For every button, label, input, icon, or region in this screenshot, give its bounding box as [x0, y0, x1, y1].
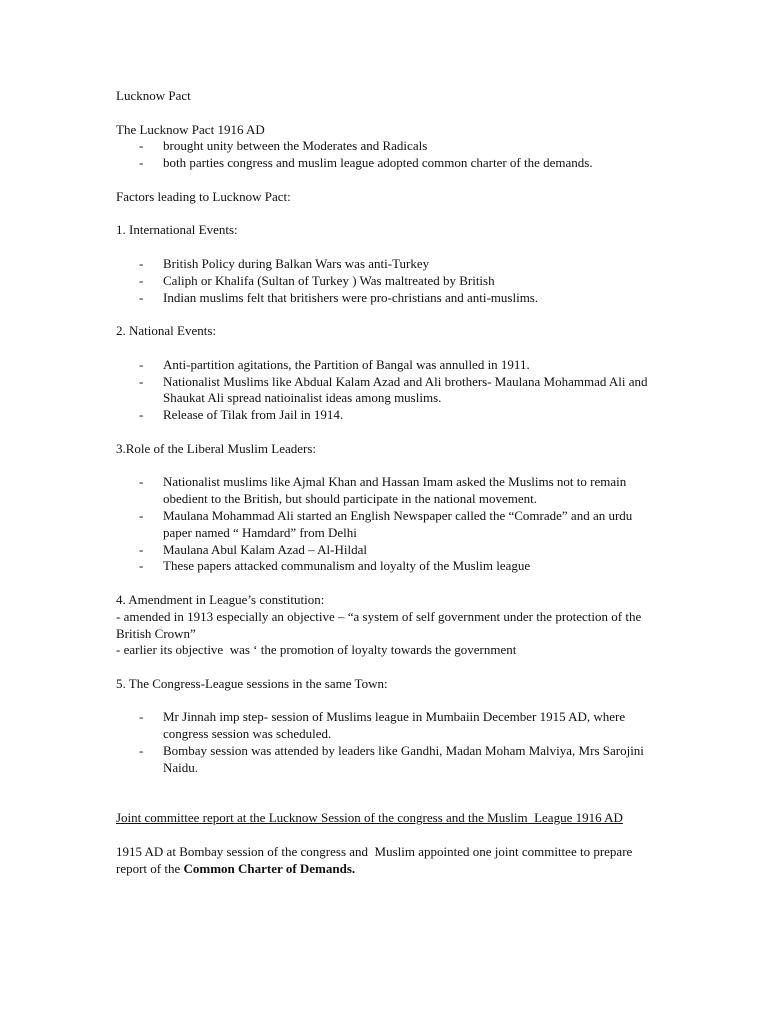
list-item	[116, 357, 658, 374]
sessions-bullet-list	[116, 709, 658, 776]
spacer	[116, 827, 658, 844]
spacer	[116, 424, 658, 441]
list-item	[116, 558, 658, 575]
dash-marker: -	[139, 558, 144, 574]
spacer	[116, 105, 658, 122]
spacer	[116, 206, 658, 223]
dash-marker: -	[139, 474, 144, 490]
list-item-text: Anti-partition agitations, the Partition of Bangal was annulled in 1911.	[163, 356, 530, 372]
list-item-text: both parties congress and muslim league adopted common charter of the demands.	[163, 155, 593, 171]
list-item-text: Maulana Mohammad Ali started an English Newspaper called the “Comrade” and an urdu paper named “ Hamdard” from Delhi	[163, 507, 633, 540]
liberal-heading: 3.Role of the Liberal Muslim Leaders:	[116, 440, 317, 456]
dash-marker: -	[139, 272, 144, 288]
spacer	[116, 659, 658, 676]
joint-committee-heading: Joint committee report at the Lucknow Session of the congress and the Muslim League 1916 AD	[116, 810, 623, 826]
list-item-text: brought unity between the Moderates and Radicals	[163, 138, 428, 154]
list-item-text: Bombay session was attended by leaders like Gandhi, Madan Moham Malviya, Mrs Sarojini Naidu.	[163, 743, 644, 775]
list-item-text: Release of Tilak from Jail in 1914.	[163, 407, 344, 423]
amendment-line: - earlier its objective was ‘ the promotion of loyalty towards the government	[116, 642, 517, 658]
liberal-bullet-list	[116, 474, 658, 575]
joint-committee-text-bold: Common Charter of Demands.	[183, 860, 356, 876]
national-heading: 2. National Events:	[116, 323, 217, 339]
list-item	[116, 709, 658, 743]
list-item	[116, 256, 658, 273]
amendment-heading: 4. Amendment in League’s constitution:	[116, 591, 325, 607]
sessions-heading: 5. The Congress-League sessions in the same Town:	[116, 675, 388, 691]
intro-bullet-list	[116, 138, 658, 172]
dash-marker: -	[139, 373, 144, 389]
amendment-line: - amended in 1913 especially an objective – “a system of self government under the protection of the British Crown”	[116, 608, 645, 641]
list-item	[116, 374, 658, 408]
list-item-text: Nationalist muslims like Ajmal Khan and Hassan Imam asked the Muslims not to remain obedient to the British, but should participate in the national movement.	[163, 474, 627, 507]
spacer	[116, 793, 658, 810]
list-item	[116, 474, 658, 508]
dash-marker: -	[139, 709, 144, 725]
spacer	[116, 458, 658, 475]
spacer	[116, 239, 658, 256]
spacer	[116, 693, 658, 710]
document-title: Lucknow Pact	[116, 88, 191, 103]
list-item	[116, 508, 658, 542]
dash-marker: -	[139, 155, 144, 171]
list-item-text: British Policy during Balkan Wars was anti-Turkey	[163, 255, 430, 271]
spacer	[116, 575, 658, 592]
list-item	[116, 290, 658, 307]
factors-heading: Factors leading to Lucknow Pact:	[116, 188, 291, 204]
list-item	[116, 155, 658, 172]
list-item-text: Indian muslims felt that britishers were pro-christians and anti-muslims.	[163, 289, 539, 305]
dash-marker: -	[139, 407, 144, 423]
international-bullet-list	[116, 256, 658, 306]
spacer	[116, 306, 658, 323]
spacer	[116, 777, 658, 794]
list-item	[116, 138, 658, 155]
list-item-text: Maulana Abul Kalam Azad – Al-Hildal	[163, 541, 367, 557]
dash-marker: -	[139, 356, 144, 372]
dash-marker: -	[139, 507, 144, 523]
dash-marker: -	[139, 289, 144, 305]
joint-committee-text-plain: 1915 AD at Bombay session of the congress and Muslim appointed one joint committee to prepare report of the	[116, 843, 636, 876]
dash-marker: -	[139, 541, 144, 557]
list-item	[116, 743, 658, 777]
spacer	[116, 340, 658, 357]
dash-marker: -	[139, 743, 144, 759]
international-heading: 1. International Events:	[116, 222, 238, 238]
spacer	[116, 172, 658, 189]
list-item-text: Nationalist Muslims like Abdual Kalam Azad and Ali brothers- Maulana Mohammad Ali and Shaukat Ali spread natioinalist ideas among muslims.	[163, 373, 648, 406]
joint-committee-text	[116, 844, 658, 878]
dash-marker: -	[139, 255, 144, 271]
national-bullet-list	[116, 357, 658, 424]
dash-marker: -	[139, 138, 144, 154]
list-item	[116, 407, 658, 424]
list-item-text: These papers attacked communalism and loyalty of the Muslim league	[163, 558, 531, 574]
list-item	[116, 273, 658, 290]
list-item	[116, 542, 658, 559]
intro-heading: The Lucknow Pact 1916 AD	[116, 121, 265, 137]
list-item-text: Mr Jinnah imp step- session of Muslims league in Mumbaiin December 1915 AD, where congress session was scheduled.	[163, 709, 626, 742]
list-item-text: Caliph or Khalifa (Sultan of Turkey ) Was maltreated by British	[163, 272, 495, 288]
